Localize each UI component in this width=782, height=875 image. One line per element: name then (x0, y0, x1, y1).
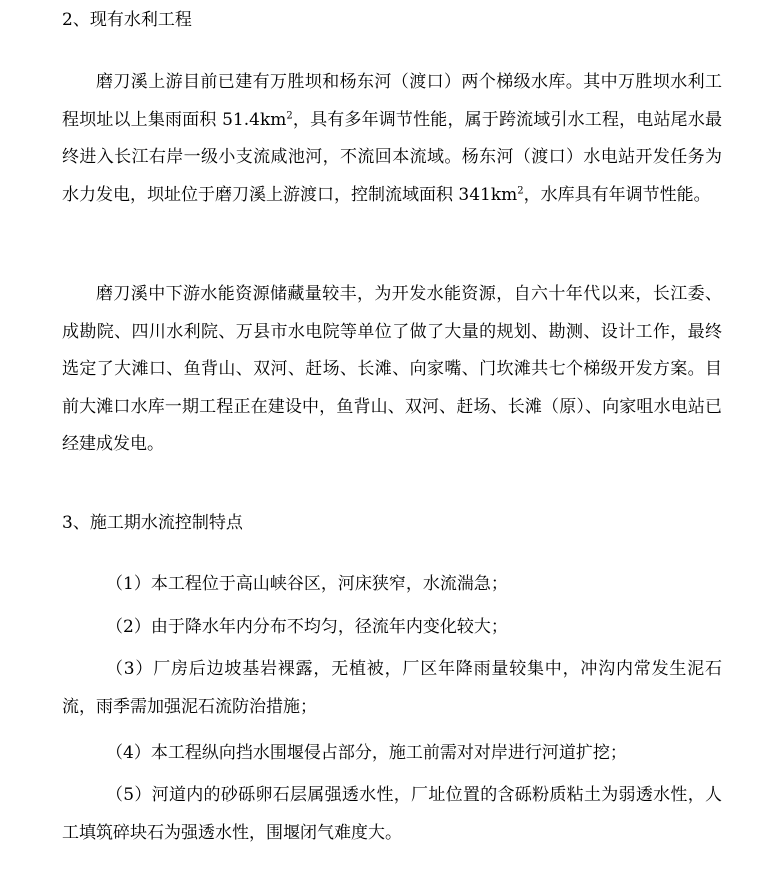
section-3-heading: 3、施工期水流控制特点 (62, 513, 243, 533)
section-2-heading: 2、现有水利工程 (62, 10, 192, 30)
paragraph-1-text-a: 磨刀溪上游目前已建有万胜坝和杨东河（渡口）两个梯级水库。其中万胜坝水利工程坝址以上集雨面积 51.4km (62, 72, 722, 130)
superscript-2-b: 2 (517, 185, 524, 197)
feature-item-4: （4）本工程纵向挡水围堰侵占部分，施工前需对对岸进行河道扩挖； (106, 743, 627, 763)
section-2-paragraph-2: 磨刀溪中下游水能资源储藏量较丰，为开发水能资源，自六十年代以来，长江委、成勘院、四川水利院、万县市水电院等单位了做了大量的规划、勘测、设计工作，最终选定了大滩口、鱼背山、双河、赶场、长滩、向家嘴、门坎滩共七个梯级开发方案。目前大滩口水库一期工程正在建设中，鱼背山、双河、赶场、长滩（原）、向家咀水电站已经建成发电。 (62, 284, 722, 455)
paragraph-1-text-c: ，水库具有年调节性能。 (523, 184, 711, 205)
section-2-paragraph-1 (62, 64, 722, 214)
feature-item-1: （1）本工程位于高山峡谷区，河床狭窄，水流湍急； (106, 574, 508, 594)
feature-item-5: （5）河道内的砂砾卵石层属强透水性，厂址位置的含砾粉质粘土为弱透水性，人工填筑碎块石为强透水性，围堰闭气难度大。 (62, 785, 722, 843)
feature-item-3: （3）厂房后边坡基岩裸露，无植被，厂区年降雨量较集中，冲沟内常发生泥石流，雨季需加强泥石流防治措施； (62, 659, 722, 717)
paragraph-1-text-b: ，具有多年调节性能，属于跨流域引水工程，电站尾水最终进入长江右岸一级小支流咸池河，不流回本流域。杨东河（渡口）水电站开发任务为水力发电，坝址位于磨刀溪上游渡口，控制流域面积 341km (62, 109, 722, 205)
superscript-2-a: 2 (286, 109, 293, 121)
feature-item-2: （2）由于降水年内分布不均匀，径流年内变化较大； (106, 617, 508, 637)
